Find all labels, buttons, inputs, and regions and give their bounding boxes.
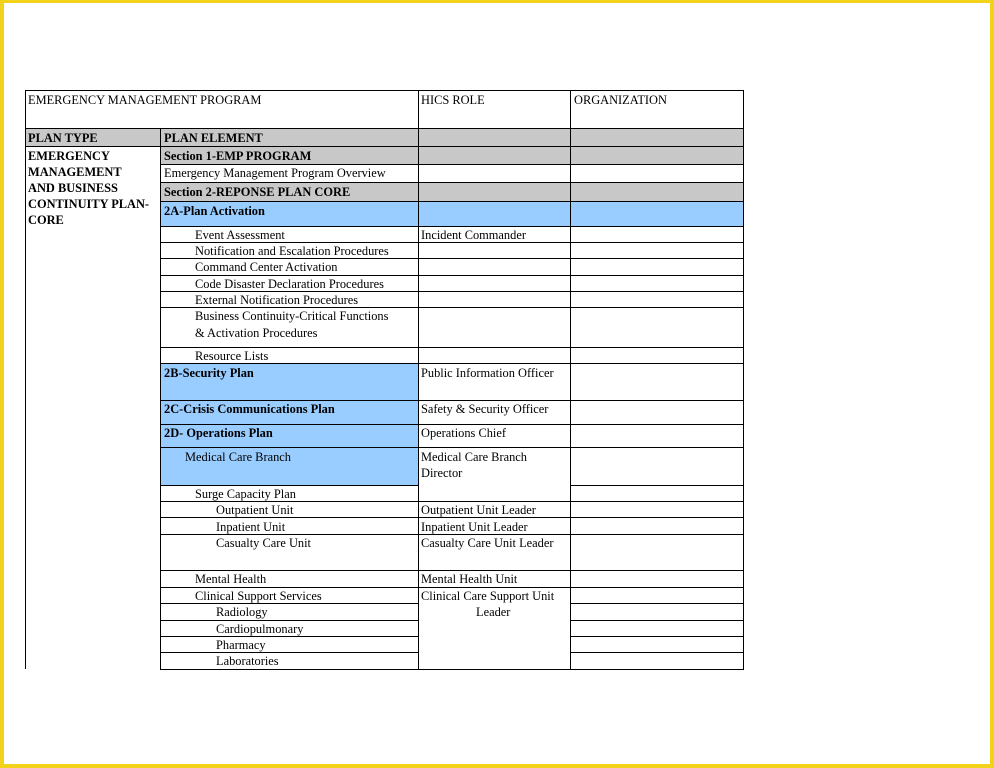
- operations-label: 2D- Operations Plan: [164, 426, 273, 440]
- mental-health-label: Mental Health: [195, 572, 267, 586]
- radiology-label: Radiology: [216, 605, 268, 619]
- security-plan-role: Public Information Officer: [421, 366, 554, 380]
- outpatient-label: Outpatient Unit: [216, 503, 294, 517]
- plan-type-line-2: MANAGEMENT: [28, 165, 122, 179]
- labs-label: Laboratories: [216, 654, 279, 668]
- notification-label: Notification and Escalation Procedures: [195, 244, 389, 258]
- resource-lists-label: Resource Lists: [195, 349, 269, 363]
- section1-label: Section 1-EMP PROGRAM: [164, 149, 312, 163]
- surge-label: Surge Capacity Plan: [195, 487, 296, 501]
- plan-type-line-5: CORE: [28, 213, 64, 227]
- business-continuity-line-2: & Activation Procedures: [195, 326, 318, 340]
- medical-care-role-line-2: Director: [421, 466, 463, 480]
- medical-care-label: Medical Care Branch: [185, 450, 291, 464]
- section2-label: Section 2-REPONSE PLAN CORE: [164, 185, 351, 199]
- cardio-label: Cardiopulmonary: [216, 622, 304, 636]
- crisis-comm-label: 2C-Crisis Communications Plan: [164, 402, 335, 416]
- crisis-comm-role: Safety & Security Officer: [421, 402, 549, 416]
- casualty-role: Casualty Care Unit Leader: [421, 536, 554, 550]
- activation-label: 2A-Plan Activation: [164, 204, 265, 218]
- clinical-label: Clinical Support Services: [195, 589, 322, 603]
- plan-type-header: PLAN TYPE: [28, 131, 98, 145]
- hics-role-header: HICS ROLE: [421, 93, 485, 107]
- emp-overview-label: Emergency Management Program Overview: [164, 166, 386, 180]
- organization-header: ORGANIZATION: [574, 93, 667, 107]
- plan-type-header-fill-right: [419, 129, 744, 146]
- security-plan-label: 2B-Security Plan: [164, 366, 254, 380]
- mental-health-role: Mental Health Unit: [421, 572, 518, 586]
- plan-type-line-4: CONTINUITY PLAN-: [28, 197, 150, 211]
- pharmacy-label: Pharmacy: [216, 638, 266, 652]
- medical-care-role-line-1: Medical Care Branch: [421, 450, 527, 464]
- event-assessment-label: Event Assessment: [195, 228, 285, 242]
- event-assessment-role: Incident Commander: [421, 228, 526, 242]
- plan-element-header: PLAN ELEMENT: [164, 131, 263, 145]
- outpatient-role: Outpatient Unit Leader: [421, 503, 536, 517]
- clinical-role-line-2: Leader: [476, 605, 511, 619]
- plan-type-line-1: EMERGENCY: [28, 149, 110, 163]
- plan-type-line-3: AND BUSINESS: [28, 181, 118, 195]
- business-continuity-line-1: Business Continuity-Critical Functions: [195, 309, 389, 323]
- command-center-label: Command Center Activation: [195, 260, 338, 274]
- operations-role: Operations Chief: [421, 426, 506, 440]
- clinical-role-line-1: Clinical Care Support Unit: [421, 589, 555, 603]
- inpatient-label: Inpatient Unit: [216, 520, 286, 534]
- program-header: EMERGENCY MANAGEMENT PROGRAM: [28, 93, 262, 107]
- inpatient-role: Inpatient Unit Leader: [421, 520, 528, 534]
- code-disaster-label: Code Disaster Declaration Procedures: [195, 277, 384, 291]
- casualty-label: Casualty Care Unit: [216, 536, 311, 550]
- external-notification-label: External Notification Procedures: [195, 293, 359, 307]
